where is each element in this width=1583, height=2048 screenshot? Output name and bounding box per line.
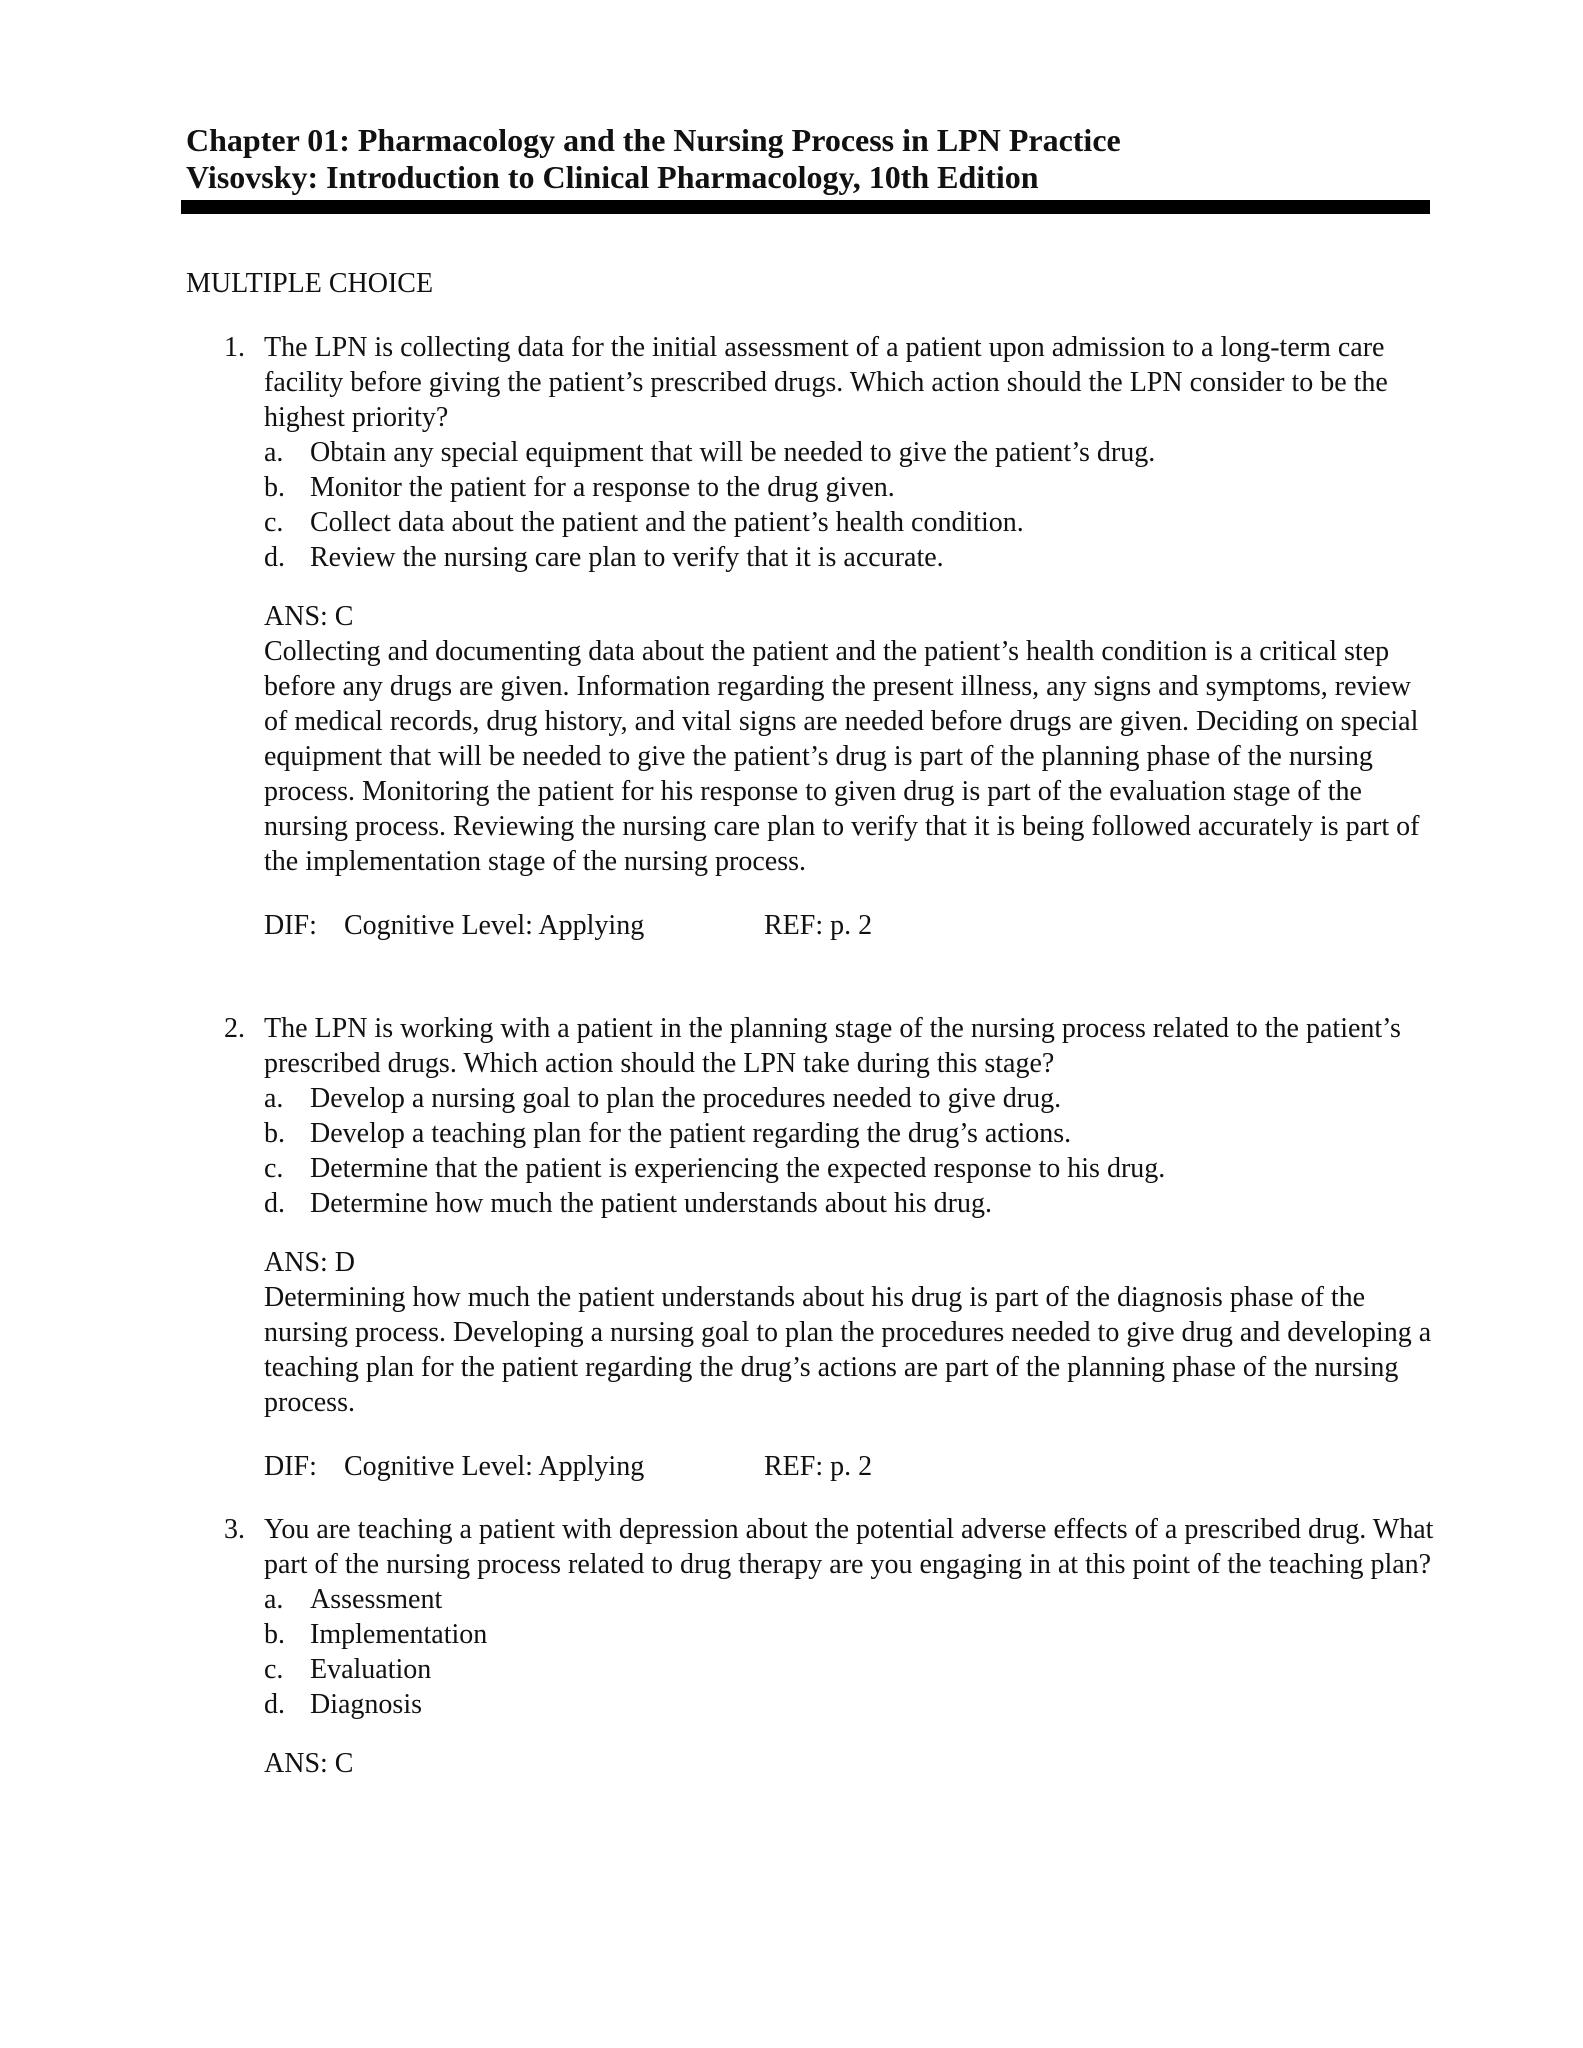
answer-options bbox=[264, 1582, 1435, 1722]
page-reference: REF: p. 2 bbox=[764, 1451, 873, 1482]
option-b bbox=[264, 470, 1435, 505]
page-reference: REF: p. 2 bbox=[764, 910, 873, 941]
option-a bbox=[264, 1081, 1435, 1116]
question-meta bbox=[264, 1449, 1435, 1484]
option-letter: c. bbox=[264, 1654, 284, 1685]
option-letter: a. bbox=[264, 1584, 284, 1615]
option-c bbox=[264, 1652, 1435, 1687]
option-text: Assessment bbox=[310, 1584, 443, 1615]
option-d bbox=[264, 540, 1435, 575]
section-title: MULTIPLE CHOICE bbox=[186, 268, 434, 299]
option-letter: b. bbox=[264, 472, 285, 503]
option-c bbox=[264, 505, 1435, 540]
rationale: Determining how much the patient understands about his drug is part of the diagnosis phase of the nursing process. Developing a nursing goal to plan the procedures needed to give drug and developing a teaching plan for the patient regarding the drug’s actions are part of the planning phase of the nursing process. bbox=[264, 1282, 1432, 1418]
option-letter: d. bbox=[264, 1689, 285, 1720]
answer-options bbox=[264, 1081, 1435, 1221]
option-text: Determine how much the patient understands about his drug. bbox=[310, 1188, 992, 1219]
question-number: 3. bbox=[224, 1514, 245, 1545]
option-letter: c. bbox=[264, 1153, 284, 1184]
option-text: Determine that the patient is experiencing the expected response to his drug. bbox=[310, 1153, 1166, 1184]
option-text: Obtain any special equipment that will be needed to give the patient’s drug. bbox=[310, 437, 1156, 468]
option-d bbox=[264, 1186, 1435, 1221]
question-number: 1. bbox=[224, 332, 245, 363]
option-text: Develop a teaching plan for the patient regarding the drug’s actions. bbox=[310, 1118, 1072, 1149]
option-letter: b. bbox=[264, 1619, 285, 1650]
option-letter: d. bbox=[264, 542, 285, 573]
header-rule bbox=[181, 200, 1430, 214]
option-text: Diagnosis bbox=[310, 1689, 422, 1720]
option-letter: b. bbox=[264, 1118, 285, 1149]
book-title: Visovsky: Introduction to Clinical Pharmacology, 10th Edition bbox=[186, 159, 1039, 195]
option-text: Review the nursing care plan to verify that it is accurate. bbox=[310, 542, 944, 573]
answer-key: ANS: C bbox=[264, 1748, 354, 1779]
document-header bbox=[186, 122, 1426, 196]
question-3 bbox=[215, 1512, 1435, 1781]
question-stem: The LPN is working with a patient in the planning stage of the nursing process related to the patient’s prescribed drugs. Which action should the LPN take during this stage? bbox=[264, 1013, 1401, 1079]
option-a bbox=[264, 1582, 1435, 1617]
option-b bbox=[264, 1116, 1435, 1151]
difficulty-label: DIF: bbox=[264, 910, 317, 941]
chapter-title: Chapter 01: Pharmacology and the Nursing Process in LPN Practice bbox=[186, 122, 1121, 158]
question-stem: You are teaching a patient with depression about the potential adverse effects of a prescribed drug. What part of the nursing process related to drug therapy are you engaging in at this point of the teaching plan? bbox=[264, 1514, 1434, 1580]
question-stem: The LPN is collecting data for the initial assessment of a patient upon admission to a long-term care facility before giving the patient’s prescribed drugs. Which action should the LPN consider to be the highest priority? bbox=[264, 332, 1388, 433]
option-text: Develop a nursing goal to plan the procedures needed to give drug. bbox=[310, 1083, 1062, 1114]
answer-options bbox=[264, 435, 1435, 575]
option-c bbox=[264, 1151, 1435, 1186]
option-letter: a. bbox=[264, 1083, 284, 1114]
option-letter: d. bbox=[264, 1188, 285, 1219]
answer-key: ANS: C bbox=[264, 601, 354, 632]
cognitive-level: Cognitive Level: Applying bbox=[344, 910, 645, 941]
option-b bbox=[264, 1617, 1435, 1652]
difficulty-label: DIF: bbox=[264, 1451, 317, 1482]
option-text: Evaluation bbox=[310, 1654, 432, 1685]
option-text: Monitor the patient for a response to the drug given. bbox=[310, 472, 895, 503]
answer-key: ANS: D bbox=[264, 1247, 356, 1278]
option-letter: c. bbox=[264, 507, 284, 538]
option-a bbox=[264, 435, 1435, 470]
rationale: Collecting and documenting data about the patient and the patient’s health condition is a critical step before any drugs are given. Information regarding the present illness, any signs and symptoms, review of medical records, drug history, and vital signs are needed before drugs are given. Deciding on special equipment that will be needed to give the patient’s drug is part of the planning phase of the nursing process. Monitoring the patient for his response to given drug is part of the evaluation stage of the nursing process. Reviewing the nursing care plan to verify that it is being followed accurately is part of the implementation stage of the nursing process. bbox=[264, 636, 1420, 877]
option-d bbox=[264, 1687, 1435, 1722]
question-2 bbox=[215, 1011, 1435, 1484]
question-meta bbox=[264, 908, 1435, 943]
option-text: Collect data about the patient and the patient’s health condition. bbox=[310, 507, 1024, 538]
cognitive-level: Cognitive Level: Applying bbox=[344, 1451, 645, 1482]
option-text: Implementation bbox=[310, 1619, 488, 1650]
option-letter: a. bbox=[264, 437, 284, 468]
question-1 bbox=[215, 330, 1435, 943]
question-number: 2. bbox=[224, 1013, 245, 1044]
